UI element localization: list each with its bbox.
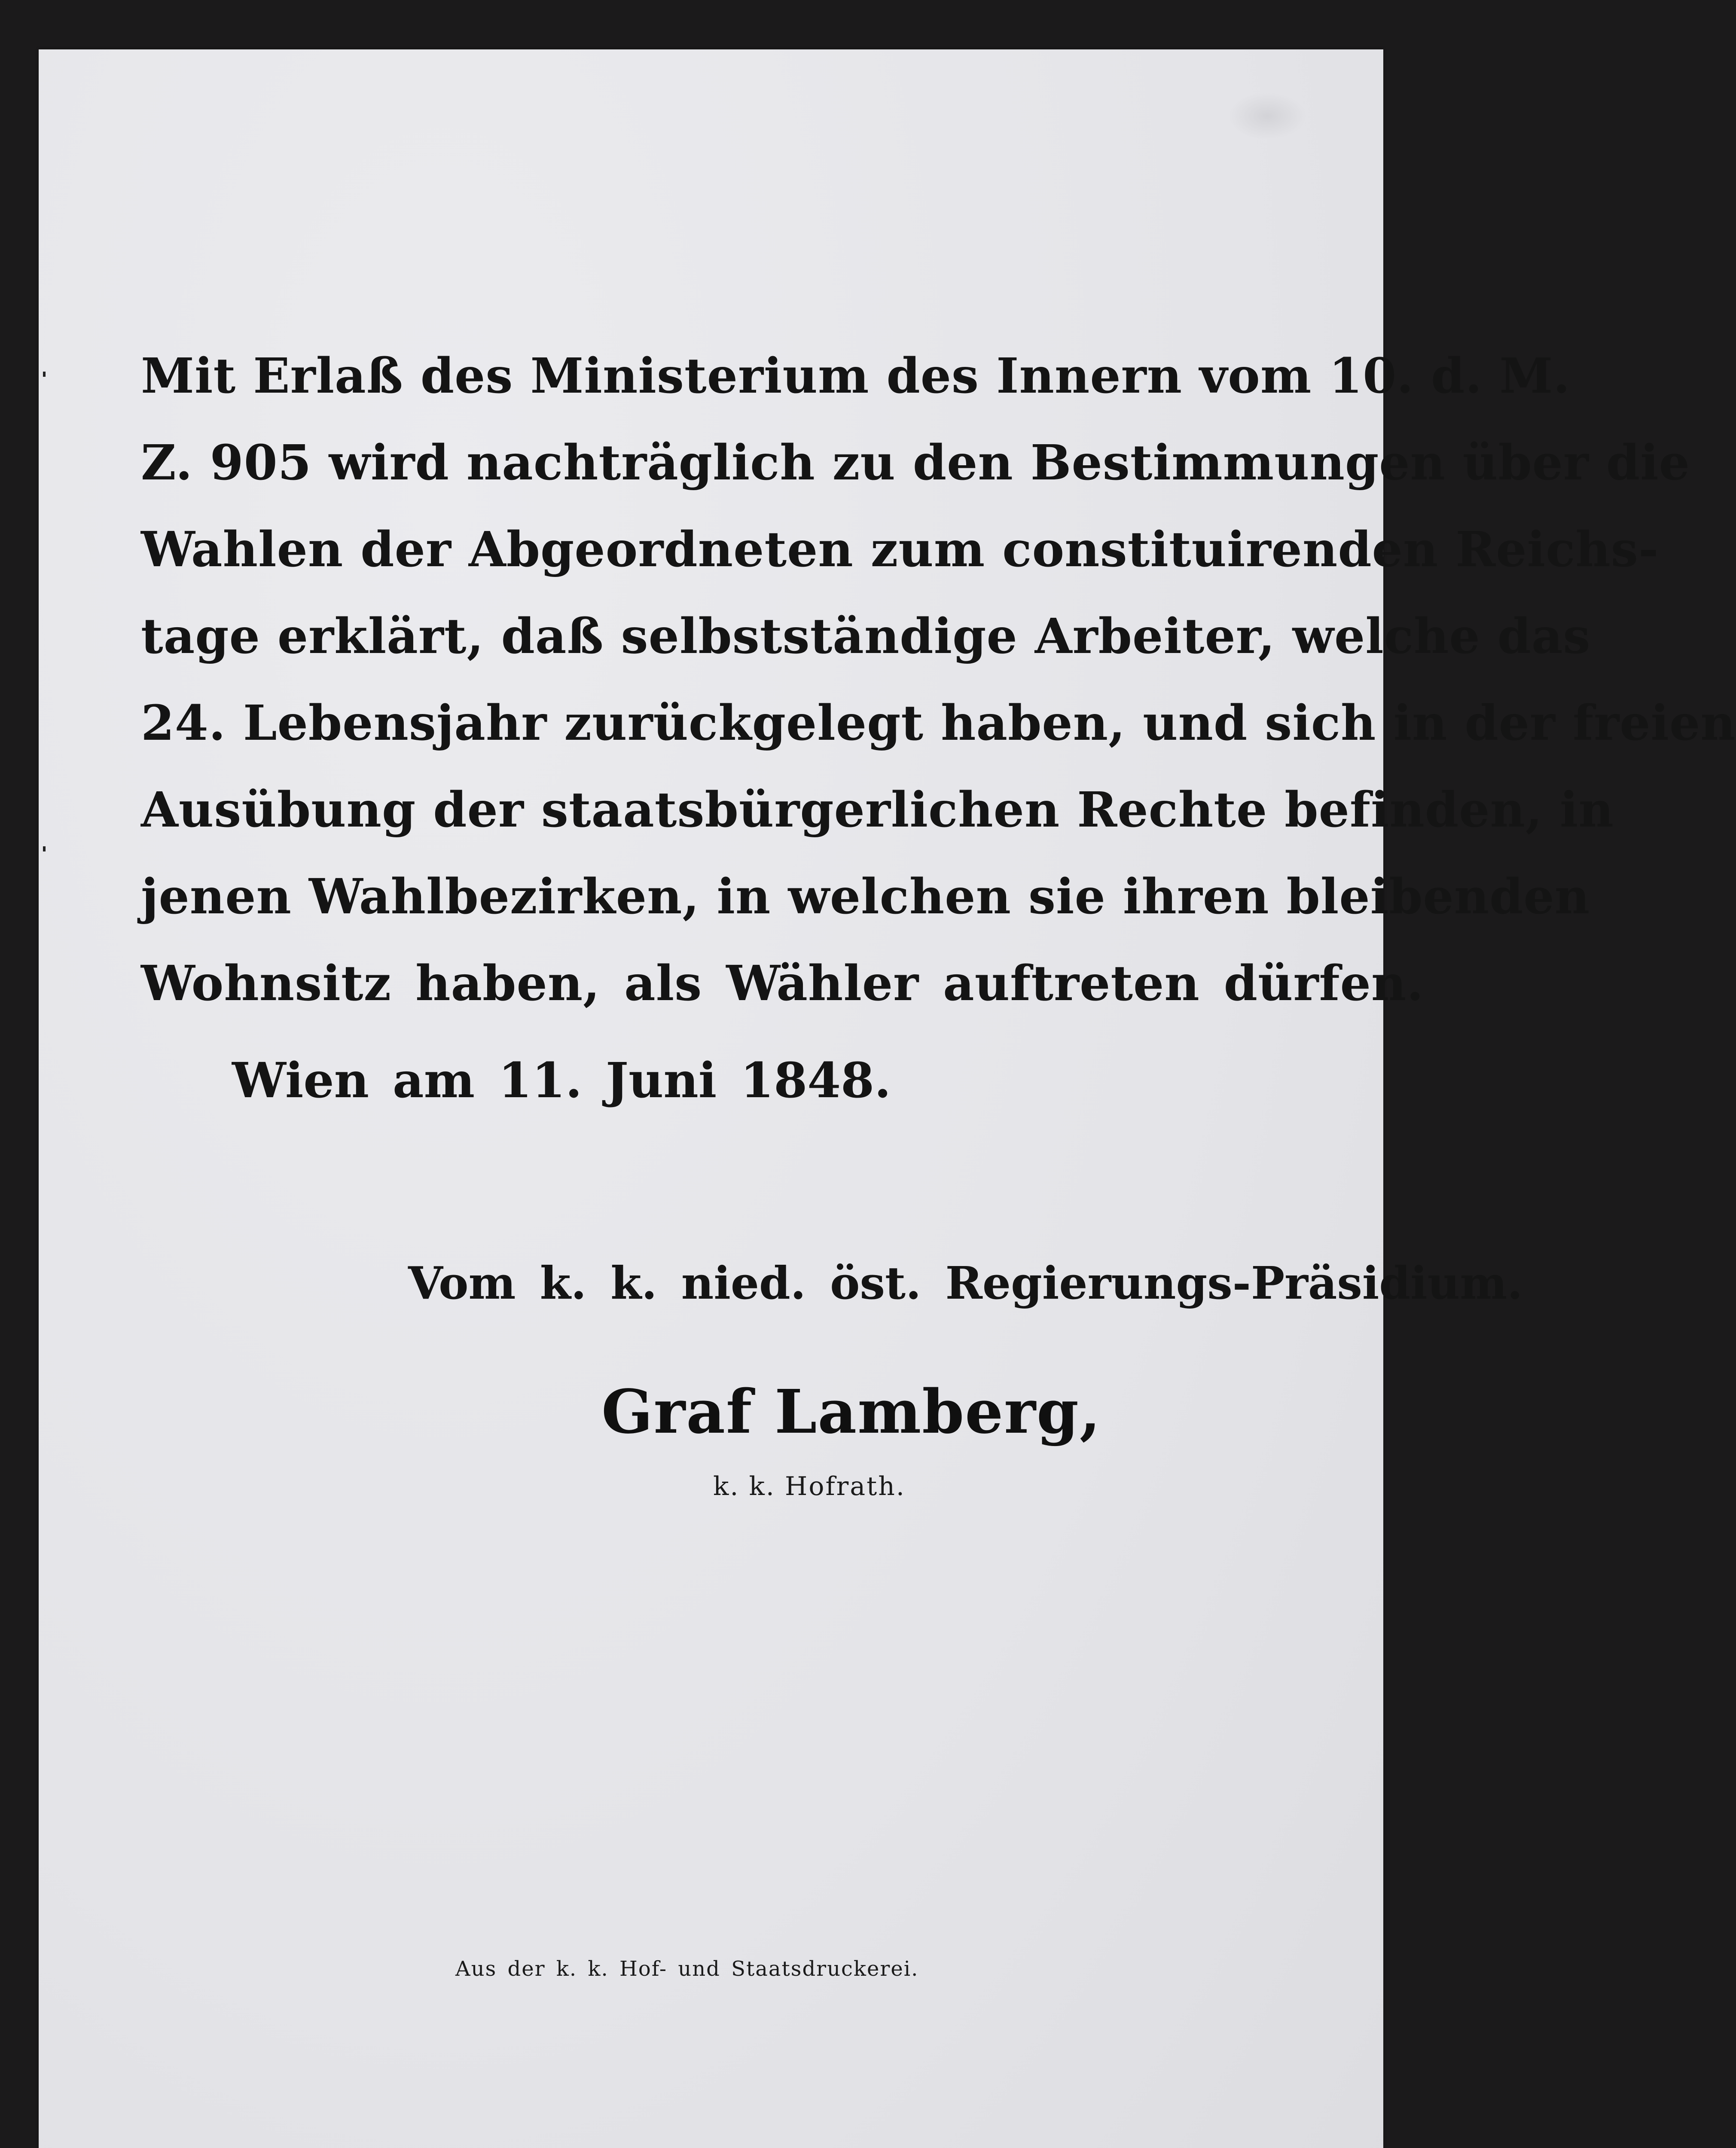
issuing-authority: Vom k. k. nied. öst. Regierungs-Präsidium. <box>408 1257 1523 1309</box>
notice-body-line: Z. 905 wird nachträglich zu den Bestimmungen über die <box>141 435 1690 491</box>
notice-body-line: jenen Wahlbezirken, in welchen sie ihren bleibenden <box>141 869 1590 925</box>
notice-body-line: Mit Erlaß des Ministerium des Innern vom 10. d. M. <box>141 348 1571 404</box>
date-line: Wien am 11. Juni 1848. <box>232 1053 891 1109</box>
fold-mark-top <box>43 372 46 377</box>
notice-body-line: Wohnsitz haben, als Wähler auftreten dürfen. <box>141 955 1424 1012</box>
notice-body-line: Ausübung der staatsbürgerlichen Rechte befinden, in <box>141 782 1614 838</box>
document-page <box>39 49 1736 2148</box>
notice-body <box>141 333 1736 1027</box>
signatory-title: k. k. Hofrath. <box>713 1471 906 1501</box>
notice-body-line: tage erklärt, daß selbstständige Arbeiter, welche das <box>141 608 1591 665</box>
notice-body-line: Wahlen der Abgeordneten zum constituirenden Reichs- <box>141 522 1659 578</box>
notice-body-line: 24. Lebensjahr zurückgelegt haben, und sich in der freien <box>141 695 1736 751</box>
paper-stain <box>1229 92 1306 140</box>
signatory-name: Graf Lamberg, <box>601 1377 1101 1447</box>
printer-imprint: Aus der k. k. Hof- und Staatsdruckerei. <box>455 1957 919 1981</box>
fold-mark-bottom <box>43 846 46 851</box>
